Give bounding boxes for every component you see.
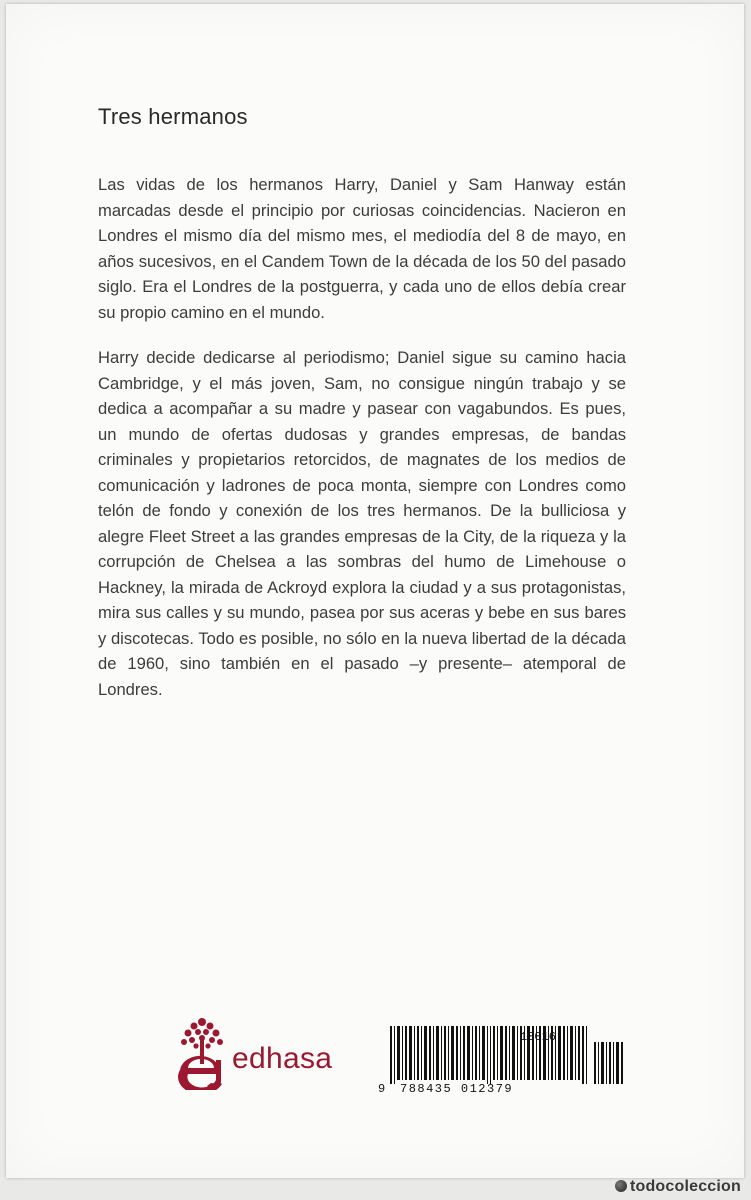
synopsis-paragraph-1: Las vidas de los hermanos Harry, Daniel y Sam Hanway están marcadas desde el principio por curiosas coincidencias. Nacieron en Londres el mismo día del mismo mes, el mediodía del 8 de mayo, en años sucesivos, en el Candem Town de la década de los 50 del pasado siglo. Era el Londres de la postguerra, y cada uno de ellos debía crear su propio camino en el mundo. <box>98 175 626 322</box>
book-title: Tres hermanos <box>98 104 248 129</box>
barcode-bars <box>380 1026 625 1086</box>
synopsis-paragraph-2: Harry decide dedicarse al periodismo; Daniel sigue su camino hacia Cambridge, y el más joven, Sam, no consigue ningún trabajo y se dedica a acompañar a su madre y pasear con vagabundos. Es pues, un mundo de ofertas dudosas y grandes empresas, de bandas criminales y propietarios retorcidos, de magnates de los medios de comunicación y ladrones de poca monta, siempre con Londres como telón de fondo y conexión de los tres hermanos. De la bulliciosa y alegre Fleet Street a las grandes empresas de la City, de la riqueza y la corrupción de Chelsea a las sombras del humo de Limehouse o Hackney, la mirada de Ackroyd explora la ciudad y a sus protagonistas, mira sus calles y su mundo, pasea por sus aceras y bebe en sus bares y discotecas. Todo es posible, no sólo en la nueva libertad de la década de 1960, sino también en el pasado –y presente– atemporal de Londres. <box>98 348 626 699</box>
barcode-addon-number: 10016 <box>520 1030 557 1044</box>
publisher-name: edhasa <box>232 1042 333 1075</box>
watermark-text: todocoleccion <box>629 1178 741 1195</box>
ean-digits: 788435 012379 <box>400 1082 514 1096</box>
ean-prefix-digit: 9 <box>378 1082 386 1096</box>
watermark-dot-icon <box>615 1180 627 1192</box>
watermark <box>615 1178 741 1196</box>
